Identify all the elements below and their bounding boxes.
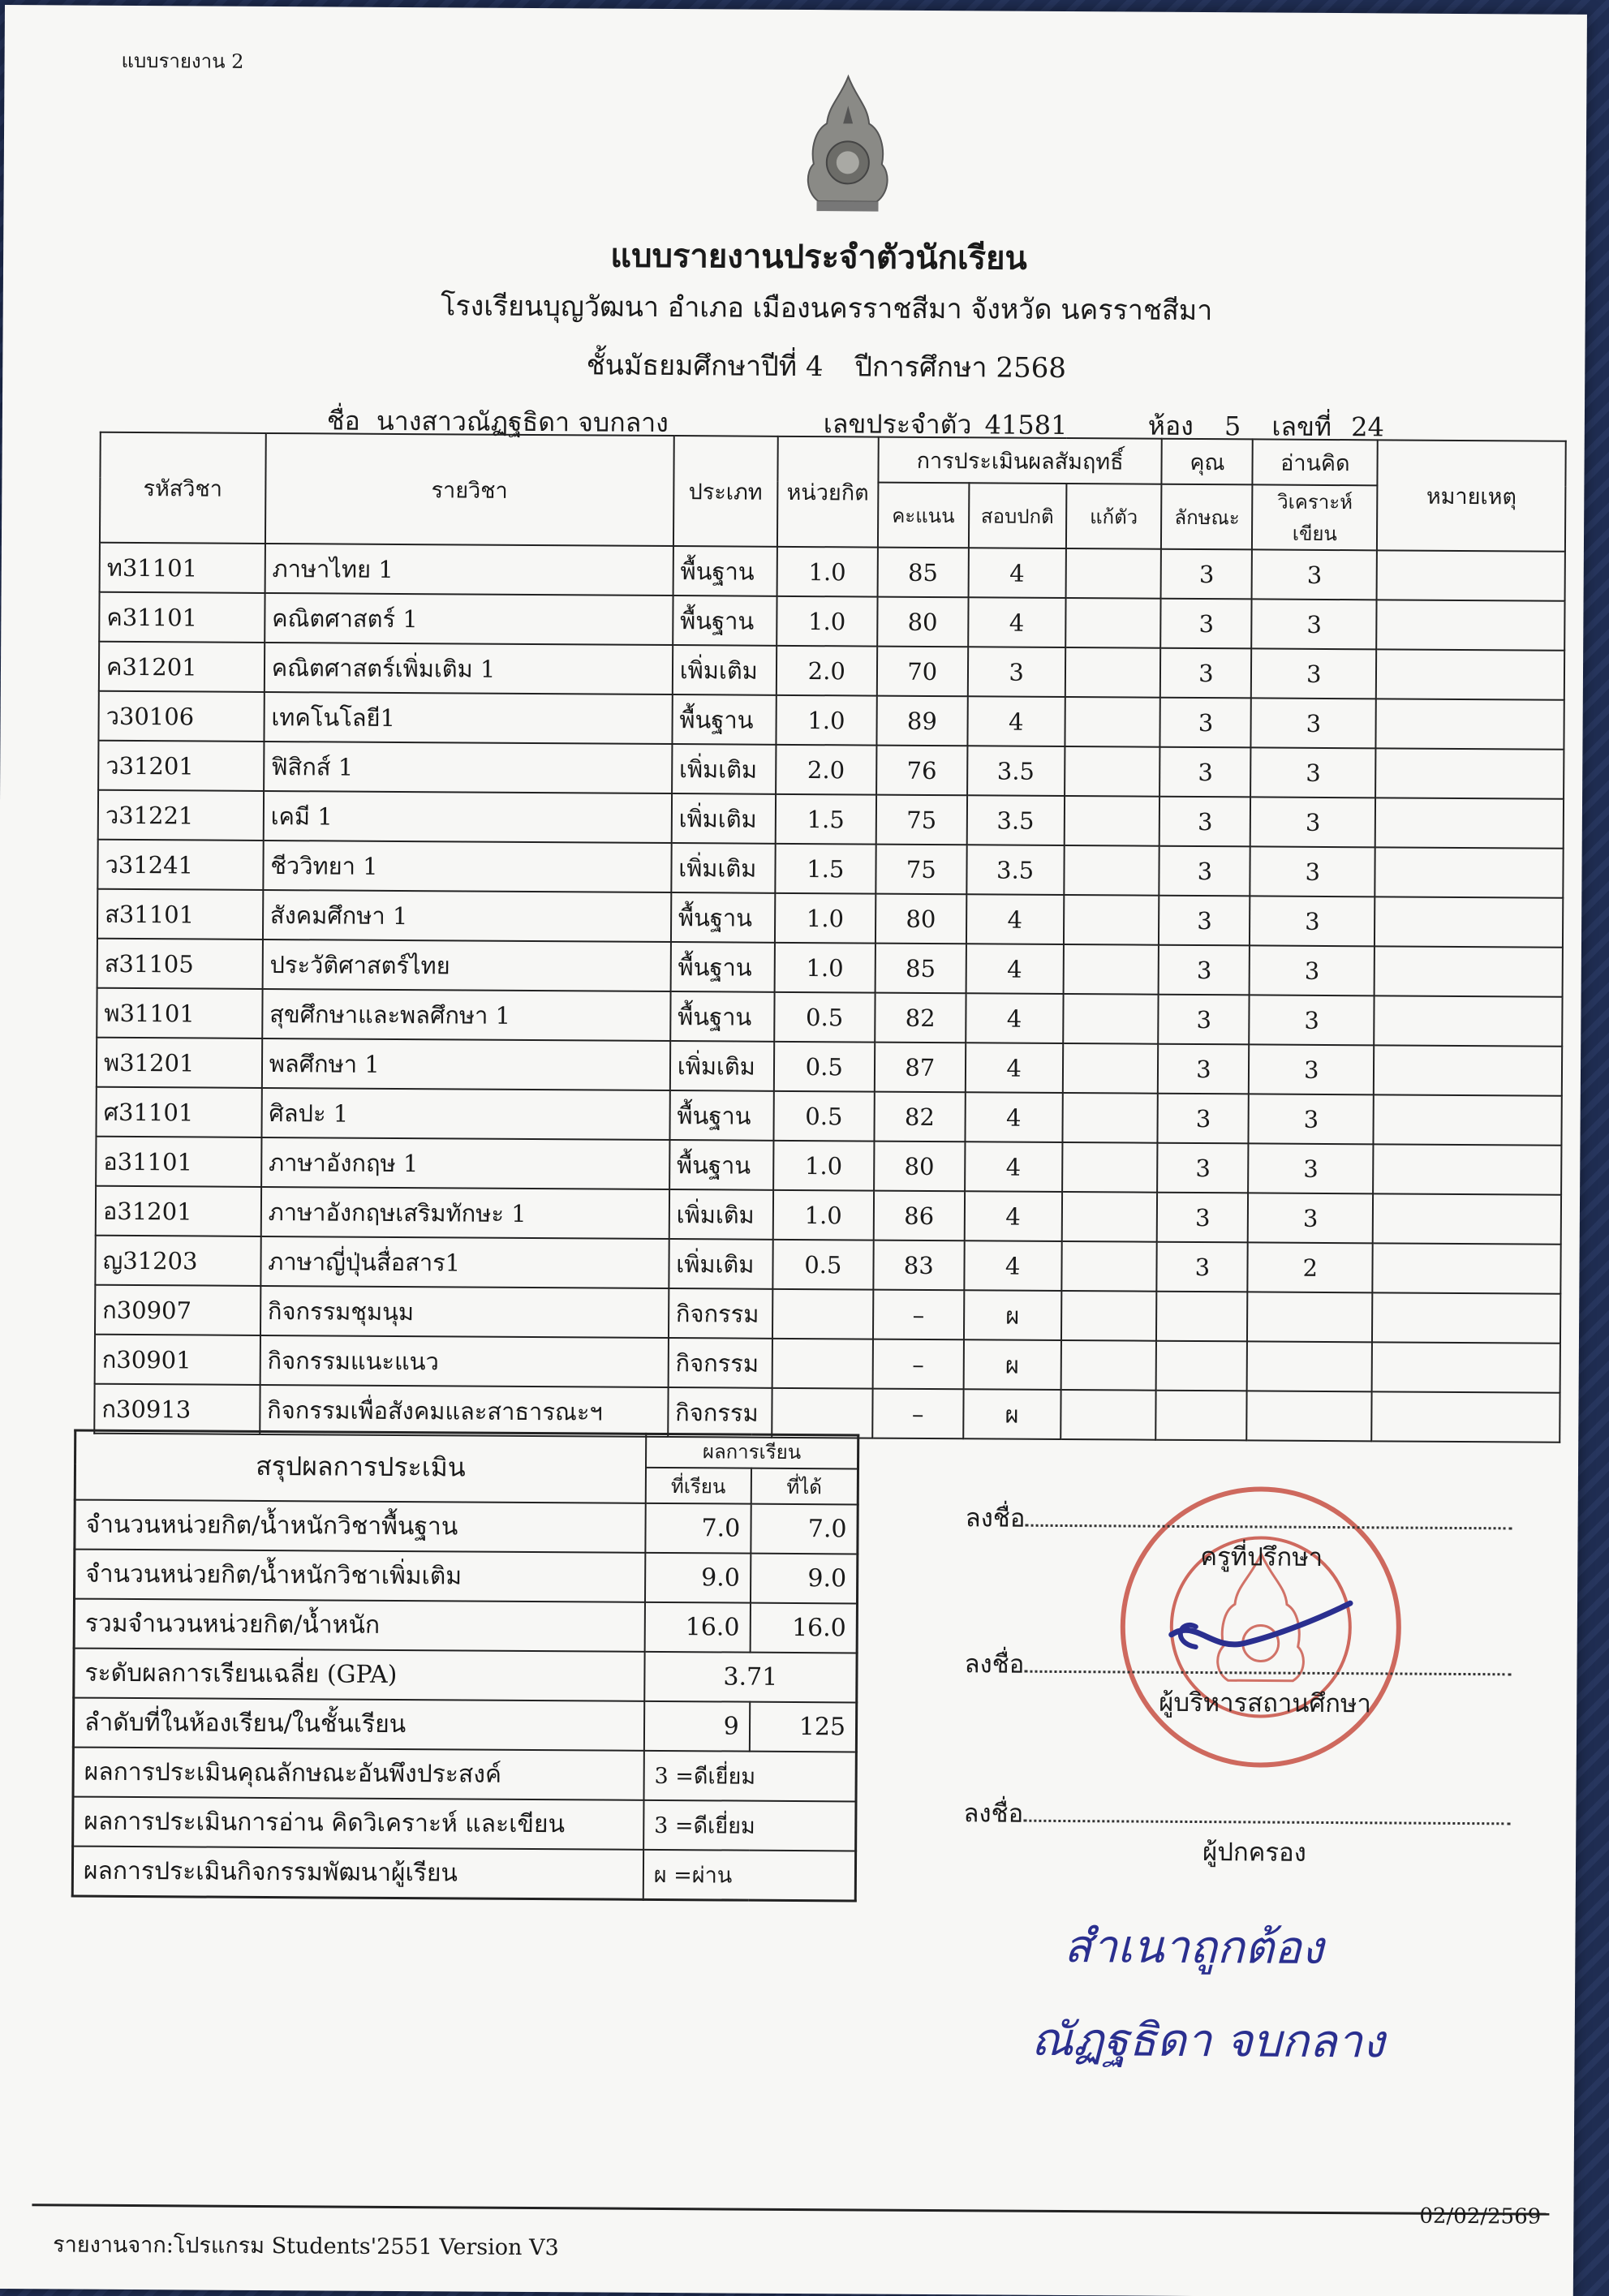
header-normal: สอบปกติ — [969, 483, 1066, 548]
subject-type: เพิ่มเติม — [669, 1239, 772, 1289]
subject-code: ค31201 — [99, 642, 265, 692]
subject-code: ก30913 — [94, 1384, 260, 1434]
subject-score: 80 — [875, 894, 966, 944]
table-row — [99, 642, 1564, 700]
subject-type: กิจกรรม — [669, 1288, 772, 1339]
subject-code: ศ31101 — [96, 1087, 261, 1137]
advisor-signature — [965, 1497, 1533, 1572]
advisor-role: ครูที่ปรึกษา — [1200, 1542, 1323, 1572]
subject-note — [1376, 600, 1564, 650]
subject-retest — [1064, 796, 1159, 846]
subject-reading: 3 — [1248, 1193, 1373, 1243]
subject-retest — [1065, 697, 1160, 747]
table-row — [96, 1087, 1561, 1146]
subject-characteristic: 3 — [1159, 995, 1250, 1045]
rank-room: 9 — [644, 1701, 750, 1752]
subject-credit: 2.0 — [777, 646, 877, 696]
subject-retest — [1065, 598, 1161, 648]
subject-grade: 3.5 — [966, 795, 1064, 845]
subject-note — [1373, 1193, 1561, 1244]
subject-grade: ผ — [963, 1339, 1060, 1390]
header-credit: หน่วยกิต — [777, 436, 879, 548]
subject-type: พื้นฐาน — [669, 1090, 773, 1141]
subject-type: กิจกรรม — [668, 1338, 772, 1388]
subject-score: 75 — [875, 845, 966, 895]
rank-level: 125 — [750, 1702, 857, 1752]
table-row — [98, 691, 1564, 750]
subject-grade: 4 — [965, 1142, 1062, 1192]
subject-type: เพิ่มเติม — [672, 744, 776, 794]
handwritten-certified: สำเนาถูกต้อง — [1064, 1920, 1324, 1975]
subject-name: ฟิสิกส์ 1 — [264, 742, 672, 793]
name-label: ชื่อ — [326, 405, 360, 436]
subject-reading: 3 — [1250, 797, 1375, 847]
subject-reading: 3 — [1250, 846, 1375, 896]
subject-code: ท31101 — [100, 543, 265, 593]
subject-credit: 0.5 — [774, 1042, 875, 1092]
subject-credit: 0.5 — [774, 992, 875, 1043]
subject-note — [1374, 995, 1562, 1046]
activity-value: ผ =ผ่าน — [643, 1850, 856, 1901]
subject-name: สังคมศึกษา 1 — [263, 890, 671, 942]
subject-note — [1375, 798, 1564, 848]
gpa-value: 3.71 — [644, 1652, 857, 1703]
subject-retest — [1060, 1340, 1156, 1391]
subject-score: 86 — [874, 1191, 965, 1241]
header-note: หมายเหตุ — [1377, 440, 1566, 551]
subject-characteristic: 3 — [1159, 896, 1250, 946]
subject-characteristic — [1156, 1341, 1247, 1391]
subject-credit: 0.5 — [773, 1091, 874, 1142]
subject-grade: 4 — [966, 993, 1063, 1043]
subject-note — [1374, 1045, 1562, 1095]
subject-credit: 1.5 — [775, 794, 875, 845]
subject-credit — [772, 1388, 872, 1438]
subject-reading: 3 — [1249, 1094, 1374, 1144]
grades-table — [93, 432, 1567, 1443]
student-number: 24 — [1351, 411, 1385, 443]
subject-score: 89 — [876, 696, 967, 746]
subject-grade: 4 — [966, 1043, 1063, 1093]
subject-type: เพิ่มเติม — [672, 793, 776, 844]
table-row — [98, 741, 1564, 799]
subject-grade: 4 — [966, 894, 1064, 944]
table-row — [95, 1285, 1560, 1344]
total-credit-label: รวมจำนวนหน่วยกิต/น้ำหนัก — [74, 1599, 645, 1652]
subject-note — [1376, 699, 1564, 749]
reading-value: 3 =ดีเยี่ยม — [643, 1800, 856, 1851]
subject-characteristic: 3 — [1160, 698, 1251, 748]
subject-note — [1376, 649, 1564, 699]
report-paper — [0, 5, 1587, 2296]
summary-col-got: ที่ได้ — [751, 1468, 858, 1505]
extra-credit-label: จำนวนหน่วยกิต/น้ำหนักวิชาเพิ่มเติม — [75, 1550, 646, 1602]
subject-name: ภาษาญี่ปุ่นสื่อสาร1 — [260, 1236, 669, 1288]
subject-credit: 1.0 — [777, 596, 877, 647]
subject-credit: 2.0 — [776, 745, 876, 795]
subject-type: พื้นฐาน — [673, 546, 777, 596]
academic-year: ปีการศึกษา 2568 — [854, 350, 1067, 385]
subject-reading: 3 — [1252, 549, 1377, 600]
subject-code: ญ31203 — [95, 1236, 260, 1286]
subject-type: กิจกรรม — [668, 1387, 772, 1438]
gpa-label: ระดับผลการเรียนเฉลี่ย (GPA) — [74, 1649, 645, 1701]
room: 5 — [1224, 411, 1241, 442]
header-assessment: การประเมินผลสัมฤทธิ์ — [878, 437, 1162, 484]
subject-score: 87 — [875, 1043, 966, 1093]
subject-code: อ31201 — [96, 1186, 261, 1236]
subject-reading: 2 — [1248, 1242, 1373, 1292]
subject-retest — [1061, 1192, 1157, 1242]
reading-label: ผลการประเมินการอ่าน คิดวิเคราะห์ และเขียน — [73, 1797, 644, 1850]
subject-characteristic — [1156, 1391, 1247, 1441]
director-role: ผู้บริหารสถานศึกษา — [1159, 1688, 1371, 1719]
subject-type: พื้นฐาน — [672, 694, 776, 745]
rank-label: ลำดับที่ในห้องเรียน/ในชั้นเรียน — [73, 1698, 644, 1751]
subject-characteristic: 3 — [1157, 1242, 1248, 1292]
header-read-top: อ่านคิด — [1253, 439, 1378, 485]
extra-credit-study: 9.0 — [645, 1553, 751, 1603]
subject-credit: 1.0 — [775, 893, 875, 944]
subject-name: เทคโนโลยี1 — [264, 692, 672, 744]
school-line: โรงเรียนบุญวัฒนา อำเภอ เมืองนครราชสีมา จังหวัด นครราชสีมา — [441, 290, 1213, 328]
characteristic-value: 3 =ดีเยี่ยม — [643, 1751, 856, 1802]
table-row — [99, 592, 1564, 651]
subject-credit — [772, 1339, 872, 1389]
subject-name: ภาษาอังกฤษ 1 — [261, 1137, 669, 1189]
table-row — [98, 790, 1564, 849]
subject-retest — [1062, 1043, 1158, 1094]
subject-grade: 3 — [968, 647, 1065, 697]
subject-credit: 1.0 — [777, 547, 877, 597]
total-credit-study: 16.0 — [644, 1602, 750, 1653]
subject-grade: ผ — [964, 1290, 1061, 1340]
summary-title: สรุปผลการประเมิน — [75, 1430, 646, 1503]
subject-name: กิจกรรมเพื่อสังคมและสาธารณะฯ — [260, 1385, 668, 1437]
subject-retest — [1064, 845, 1159, 896]
subject-retest — [1063, 994, 1159, 1044]
subject-score: 80 — [874, 1142, 965, 1192]
subject-note — [1375, 946, 1563, 996]
footer-program: รายงานจาก:โปรแกรม Students'2551 Version V3 — [53, 2232, 559, 2261]
advisor-sign-label: ลงชื่อ — [965, 1503, 1026, 1533]
subject-retest — [1063, 895, 1159, 945]
header-read-bottom: วิเคราะห์เขียน — [1252, 484, 1377, 550]
subject-type: เพิ่มเติม — [671, 843, 775, 893]
subject-note — [1375, 748, 1564, 798]
summary-result-header: ผลการเรียน — [646, 1434, 858, 1468]
subject-grade: 4 — [966, 944, 1063, 994]
subject-grade: 4 — [964, 1191, 1061, 1241]
subject-reading — [1247, 1341, 1372, 1391]
subject-credit: 1.5 — [775, 844, 875, 894]
subject-note — [1373, 1144, 1561, 1194]
subject-credit: 1.0 — [773, 1190, 874, 1240]
subject-reading: 3 — [1248, 1143, 1373, 1193]
subject-reading: 3 — [1250, 747, 1375, 798]
subject-type: พื้นฐาน — [673, 595, 777, 646]
subject-characteristic: 3 — [1159, 797, 1250, 847]
activity-label: ผลการประเมินกิจกรรมพัฒนาผู้เรียน — [72, 1847, 643, 1899]
subject-code: พ31101 — [97, 988, 262, 1038]
student-name: นางสาวณัฏฐธิดา จบกลาง — [376, 405, 669, 439]
director-signature — [964, 1643, 1532, 1719]
level-year-line — [2, 339, 1609, 393]
summary-col-study: ที่เรียน — [646, 1468, 751, 1504]
number-label: เลขที่ — [1271, 411, 1332, 442]
subject-characteristic: 3 — [1159, 945, 1250, 995]
subject-code: ว31221 — [98, 790, 264, 841]
subject-name: คณิตศาสตร์ 1 — [265, 593, 673, 645]
subject-score: 76 — [876, 746, 967, 796]
subject-characteristic: 3 — [1158, 1094, 1249, 1144]
subject-score: – — [873, 1290, 964, 1340]
subject-name: ภาษาอังกฤษเสริมทักษะ 1 — [261, 1187, 669, 1239]
subject-name: ศิลปะ 1 — [261, 1088, 669, 1140]
subject-grade: 3.5 — [967, 746, 1065, 796]
room-label: ห้อง — [1147, 410, 1194, 441]
table-row — [96, 1137, 1561, 1195]
subject-score: 83 — [873, 1240, 964, 1291]
summary-table — [71, 1430, 860, 1902]
subject-characteristic: 3 — [1158, 1044, 1249, 1094]
header-code: รหัสวิชา — [100, 432, 266, 544]
header-subject: รายวิชา — [265, 433, 674, 546]
subject-reading: 3 — [1250, 896, 1375, 946]
subject-characteristic: 3 — [1159, 747, 1250, 798]
parent-role: ผู้ปกครอง — [1202, 1838, 1306, 1868]
subject-name: เคมี 1 — [263, 791, 671, 843]
table-row — [97, 1038, 1562, 1096]
subject-score: 75 — [875, 795, 966, 845]
subject-reading: 3 — [1251, 648, 1376, 699]
subject-note — [1372, 1292, 1560, 1343]
subject-score: 82 — [874, 1092, 965, 1142]
subject-score: 80 — [877, 597, 968, 647]
subject-name: กิจกรรมชุมนุม — [260, 1286, 669, 1338]
subject-code: ว31241 — [97, 840, 263, 890]
subject-name: คณิตศาสตร์เพิ่มเติม 1 — [265, 643, 673, 694]
table-row — [100, 543, 1565, 601]
subject-credit — [772, 1289, 873, 1339]
subject-credit: 0.5 — [772, 1240, 873, 1290]
subject-reading: 3 — [1250, 995, 1375, 1045]
subject-retest — [1065, 746, 1160, 797]
subject-retest — [1062, 1093, 1158, 1143]
id-label: เลขประจำตัว — [823, 408, 972, 441]
subject-note — [1372, 1342, 1560, 1392]
subject-note — [1375, 896, 1563, 947]
subject-name: ประวัติศาสตร์ไทย — [262, 939, 670, 991]
subject-note — [1373, 1243, 1561, 1293]
subject-score: 85 — [875, 944, 966, 994]
basic-credit-label: จำนวนหน่วยกิต/น้ำหนักวิชาพื้นฐาน — [75, 1500, 646, 1553]
subject-characteristic: 3 — [1157, 1193, 1248, 1243]
subject-grade: ผ — [963, 1389, 1060, 1439]
subject-type: เพิ่มเติม — [670, 1041, 774, 1091]
header-type: ประเภท — [673, 436, 778, 547]
table-row — [97, 939, 1563, 997]
subject-score: – — [872, 1389, 963, 1439]
characteristic-label: ผลการประเมินคุณลักษณะอันพึงประสงค์ — [73, 1748, 644, 1800]
subject-reading — [1247, 1391, 1372, 1441]
subject-code: พ31201 — [97, 1038, 262, 1088]
table-row — [95, 1335, 1560, 1393]
subject-type: พื้นฐาน — [671, 892, 775, 943]
subject-retest — [1062, 1142, 1158, 1193]
header-score: คะแนน — [878, 483, 969, 548]
basic-credit-got: 7.0 — [751, 1504, 858, 1554]
header-char-bottom: ลักษณะ — [1161, 484, 1252, 550]
total-credit-got: 16.0 — [750, 1603, 857, 1653]
subject-score: 82 — [875, 993, 966, 1043]
subject-reading: 3 — [1251, 698, 1376, 748]
subject-type: พื้นฐาน — [669, 1140, 773, 1190]
subject-code: ส31101 — [97, 889, 263, 939]
subject-score: – — [872, 1339, 963, 1390]
subject-code: ส31105 — [97, 939, 263, 989]
table-row — [97, 840, 1563, 898]
subject-reading: 3 — [1252, 599, 1377, 649]
report-title: แบบรายงานประจำตัวนักเรียน — [610, 236, 1027, 277]
subject-characteristic: 3 — [1161, 599, 1252, 649]
subject-score: 70 — [877, 647, 968, 697]
subject-code: อ31101 — [96, 1137, 261, 1187]
director-sign-label: ลงชื่อ — [964, 1649, 1025, 1679]
basic-credit-study: 7.0 — [645, 1503, 751, 1554]
subject-name: กิจกรรมแนะแนว — [260, 1335, 668, 1387]
table-row — [96, 1186, 1561, 1245]
subject-characteristic: 3 — [1158, 1143, 1249, 1193]
subject-type: เพิ่มเติม — [669, 1189, 773, 1240]
subject-reading: 3 — [1249, 1044, 1374, 1094]
extra-credit-got: 9.0 — [751, 1554, 858, 1604]
footer-divider — [32, 2204, 1549, 2215]
parent-sign-label: ลงชื่อ — [963, 1799, 1024, 1829]
subject-code: ก30901 — [95, 1335, 260, 1385]
school-emblem-icon — [798, 73, 897, 220]
subject-grade: 4 — [968, 597, 1065, 647]
subject-characteristic — [1156, 1292, 1247, 1342]
subject-grade: 4 — [967, 696, 1065, 746]
subject-retest — [1063, 944, 1159, 995]
subject-retest — [1061, 1291, 1157, 1341]
student-id: 41581 — [984, 409, 1068, 441]
subject-characteristic: 3 — [1159, 846, 1250, 896]
subject-credit: 1.0 — [774, 943, 875, 993]
level: ชั้นมัธยมศึกษาปีที่ 4 — [586, 349, 824, 384]
subject-retest — [1065, 647, 1160, 698]
subject-note — [1374, 1094, 1562, 1145]
subject-note — [1371, 1391, 1560, 1442]
subject-retest — [1065, 548, 1161, 599]
subject-note — [1377, 550, 1565, 600]
subject-grade: 4 — [965, 1092, 1062, 1142]
subject-reading — [1247, 1292, 1372, 1342]
subject-code: ว31201 — [98, 741, 264, 791]
subject-grade: 3.5 — [966, 845, 1064, 895]
subject-grade: 4 — [964, 1240, 1061, 1291]
header-char-top: คุณ — [1162, 439, 1253, 485]
subject-grade: 4 — [968, 548, 1065, 598]
subject-retest — [1060, 1390, 1156, 1440]
subject-score: 85 — [877, 548, 968, 598]
header-retest: แก้ตัว — [1065, 484, 1161, 549]
subject-type: พื้นฐาน — [670, 991, 774, 1042]
subject-characteristic: 3 — [1161, 549, 1252, 600]
subject-code: ก30907 — [95, 1285, 260, 1335]
subject-type: เพิ่มเติม — [673, 645, 777, 695]
subject-retest — [1061, 1241, 1157, 1292]
parent-signature — [963, 1792, 1531, 1868]
subject-reading: 3 — [1250, 945, 1375, 995]
subject-code: ค31101 — [99, 592, 265, 643]
subject-name: ภาษาไทย 1 — [265, 544, 673, 595]
table-row — [95, 1236, 1560, 1294]
subject-credit: 1.0 — [773, 1141, 874, 1191]
subject-code: ว30106 — [98, 691, 264, 742]
subject-note — [1375, 847, 1564, 897]
footer-date: 02/02/2569 — [1419, 2204, 1542, 2229]
table-row — [97, 889, 1563, 948]
subject-type: พื้นฐาน — [670, 942, 774, 992]
subject-characteristic: 3 — [1160, 648, 1251, 699]
form-id: แบบรายงาน 2 — [121, 49, 244, 73]
subject-credit: 1.0 — [776, 695, 876, 746]
table-row — [97, 988, 1562, 1047]
subject-name: สุขศึกษาและพลศึกษา 1 — [262, 989, 670, 1041]
handwritten-name: ณัฏฐธิดา จบกลาง — [1030, 2013, 1385, 2069]
subject-name: พลศึกษา 1 — [262, 1038, 670, 1090]
subject-name: ชีววิทยา 1 — [263, 841, 671, 892]
